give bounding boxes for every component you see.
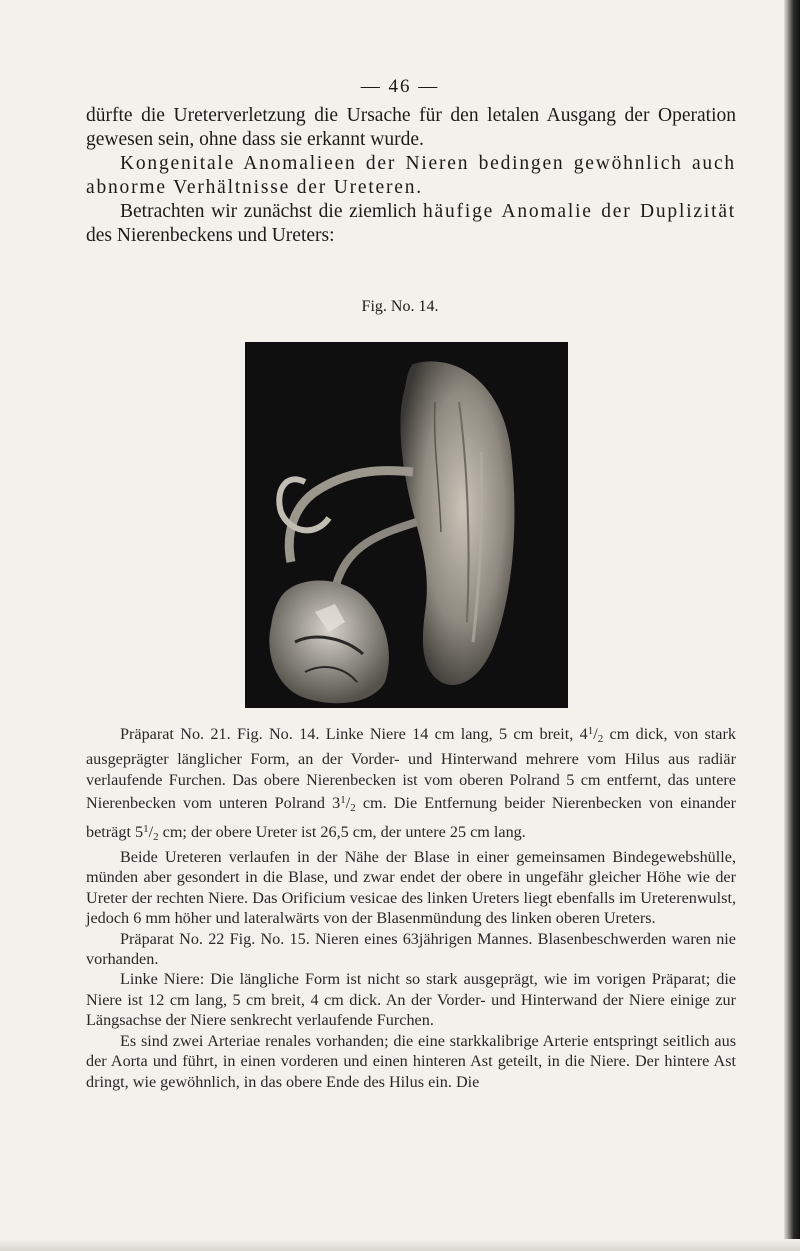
fraction-numerator: 1 <box>587 725 594 737</box>
caption-paragraph-5: Es sind zwei Arteriae renales vorhanden; die eine starkkalibrige Arterie entspringt seitlich aus der Aorta und führt, in einen vorderen und einen hinteren Ast geteilt, in die Niere. Der hintere Ast dringt, wie gewöhnlich, in das obere Ende des Hilus ein. Die <box>86 1031 736 1091</box>
book-spine-shadow <box>784 0 800 1251</box>
kidney-photograph <box>245 342 568 708</box>
page-number: — 46 — <box>360 76 440 97</box>
caption-paragraph-3: Präparat No. 22 Fig. No. 15. Nieren eines 63jährigen Mannes. Blasenbeschwerden waren nie vorhanden. <box>86 929 736 969</box>
fraction-half: $^1/_2$ <box>143 822 159 843</box>
fraction-numerator: 1 <box>340 794 346 807</box>
caption-p1-part-d: cm; der obere Ureter ist 26,5 cm, der untere 25 cm lang. <box>158 822 526 841</box>
intro-paragraph-3-end: des Nierenbeckens und Ureters: <box>86 225 335 246</box>
intro-paragraph-2: Kongenitale Anomalieen der Nieren bedingen gewöhnlich auch abnorme Verhältnisse der Ureteren. <box>86 153 736 198</box>
caption-paragraph-1 <box>86 721 736 847</box>
caption-p1-part-b: cm dick, von stark ausgeprägter länglicher Form, an der Vorder- und Hinterwand mehrere vom Hilus aus radiär verlaufende Furchen. Das obere Nierenbecken ist vom oberen Polrand 5 cm entfernt, das untere Nierenbecken vom unteren Polrand 3 <box>86 725 736 813</box>
intro-paragraph-1: dürfte die Ureterverletzung die Ursache für den letalen Ausgang der Operation gewesen sein, ohne dass sie erkannt wurde. <box>86 105 736 150</box>
kidney-illustration <box>245 342 568 708</box>
fraction-half: $^1/_2$ <box>587 725 604 745</box>
caption-paragraph-4: Linke Niere: Die längliche Form ist nicht so stark ausgeprägt, wie im vorigen Präparat; die Niere ist 12 cm lang, 5 cm breit, 4 cm dick. An der Vorder- und Hinterwand der Niere einige zur Längsachse der Niere senkrecht verlaufende Furchen. <box>86 970 736 1030</box>
caption-p1-part-c: cm. Die Entfernung beider Nierenbecken von einander beträgt 5 <box>86 794 736 841</box>
caption-p1-part-a: Präparat No. 21. Fig. No. 14. Linke Niere 14 cm lang, 5 cm breit, 4 <box>120 725 588 743</box>
intro-text <box>86 104 736 248</box>
caption-paragraph-2: Beide Ureteren verlaufen in der Nähe der Blase in einer gemeinsamen Bindegewebshülle, münden aber gesondert in die Blase, und zwar endet der obere in ungefähr gleicher Höhe wie der Ureter der rechten Niere. Das Orificium vesicae des linken Ureters liegt ebenfalls im Ureterenwulst, jedoch 6 mm höher und lateralwärts von der Blasenmündung des linken oberen Ureters. <box>86 848 736 928</box>
fraction-numerator: 1 <box>143 822 149 835</box>
fraction-denominator: 2 <box>597 733 604 745</box>
fraction-denominator: 2 <box>153 830 159 843</box>
figure-label: Fig. No. 14. <box>361 298 439 315</box>
intro-paragraph-3-start: Betrachten wir zunächst die ziemlich <box>120 201 423 222</box>
figure-caption <box>86 721 736 1092</box>
intro-paragraph-3-emphasis: häufige Anomalie der Duplizität <box>423 201 736 222</box>
fraction-denominator: 2 <box>350 802 356 815</box>
intro-paragraph-3 <box>86 200 736 248</box>
page-bottom-edge <box>0 1239 800 1251</box>
fraction-half: $^1/_2$ <box>340 794 356 815</box>
